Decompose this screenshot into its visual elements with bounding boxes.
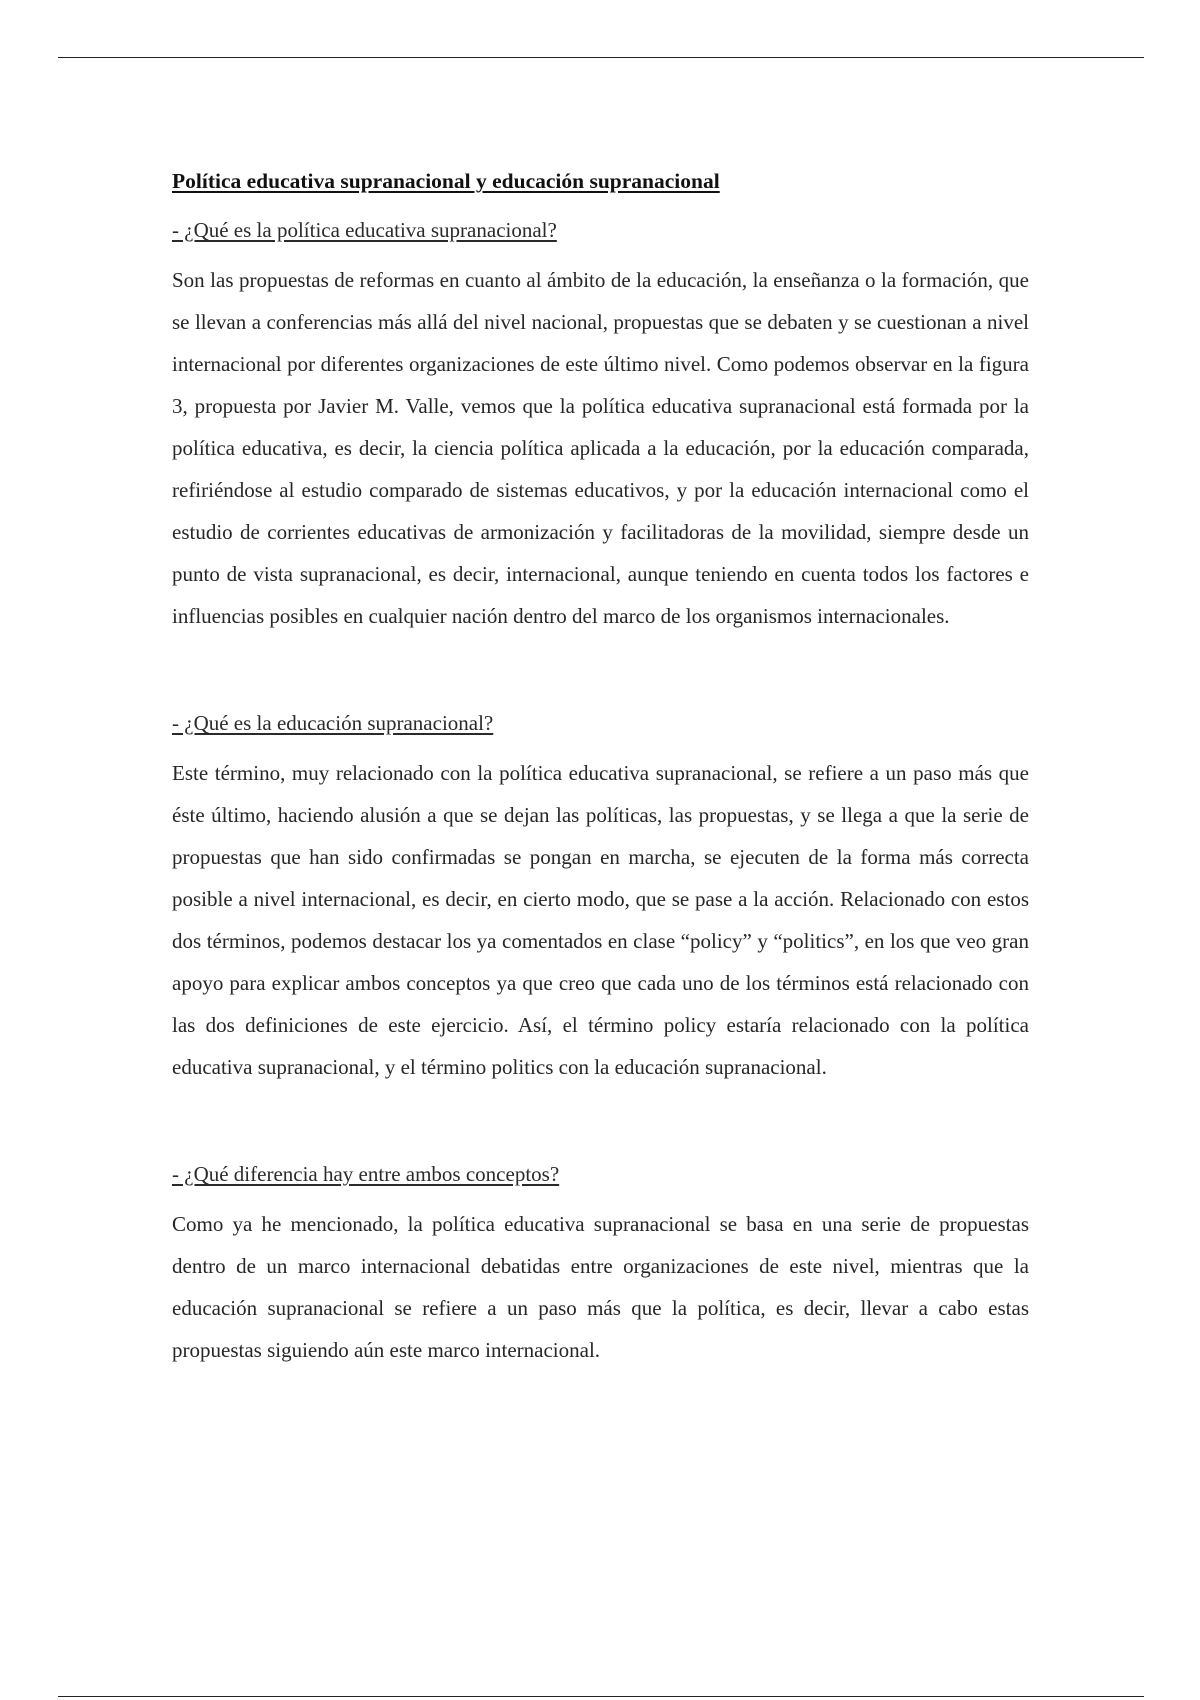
section-spacer — [172, 1088, 1029, 1159]
answer-paragraph-difference: Como ya he mencionado, la política educativa supranacional se basa en una serie de propuestas dentro de un marco internacional debatidas entre organizaciones de este nivel, mientras que la educación supranacional se refiere a un paso más que la política, es decir, llevar a cabo estas propuestas siguiendo aún este marco internacional. — [172, 1212, 1029, 1362]
question-heading-difference: - ¿Qué diferencia hay entre ambos conceptos? — [172, 1162, 560, 1186]
answer-paragraph-education: Este término, muy relacionado con la política educativa supranacional, se refiere a un paso más que éste último, haciendo alusión a que se dejan las políticas, las propuestas, y se llega a que la serie de propuestas que han sido confirmadas se pongan en marcha, se ejecuten de la forma más correcta posible a nivel internacional, es decir, en cierto modo, que se pase a la acción. Relacionado con estos dos términos, podemos destacar los ya comentados en clase “policy” y “politics”, en los que veo gran apoyo para explicar ambos conceptos ya que creo que cada uno de los términos está relacionado con las dos definiciones de este ejercicio. Así, el término policy estaría relacionado con la política educativa supranacional, y el término politics con la educación supranacional. — [172, 761, 1029, 1079]
page-top-rule — [58, 57, 1144, 58]
answer-paragraph-policy: Son las propuestas de reformas en cuanto al ámbito de la educación, la enseñanza o la formación, que se llevan a conferencias más allá del nivel nacional, propuestas que se debaten y se cuestionan a nivel internacional por diferentes organizaciones de este último nivel. Como podemos observar en la figura 3, propuesta por Javier M. Valle, vemos que la política educativa supranacional está formada por la política educativa, es decir, la ciencia política aplicada a la educación, por la educación comparada, refiriéndose al estudio comparado de sistemas educativos, y por la educación internacional como el estudio de corrientes educativas de armonización y facilitadoras de la movilidad, siempre desde un punto de vista supranacional, es decir, internacional, aunque teniendo en cuenta todos los factores e influencias posibles en cualquier nación dentro del marco de los organismos internacionales. — [172, 268, 1029, 628]
question-heading-policy: - ¿Qué es la política educativa supranacional? — [172, 218, 557, 242]
question-heading-education: - ¿Qué es la educación supranacional? — [172, 711, 494, 735]
document-body — [172, 164, 1029, 1371]
section-spacer — [172, 637, 1029, 708]
document-title: Política educativa supranacional y educación supranacional — [172, 169, 720, 193]
page-bottom-rule — [58, 1696, 1144, 1697]
